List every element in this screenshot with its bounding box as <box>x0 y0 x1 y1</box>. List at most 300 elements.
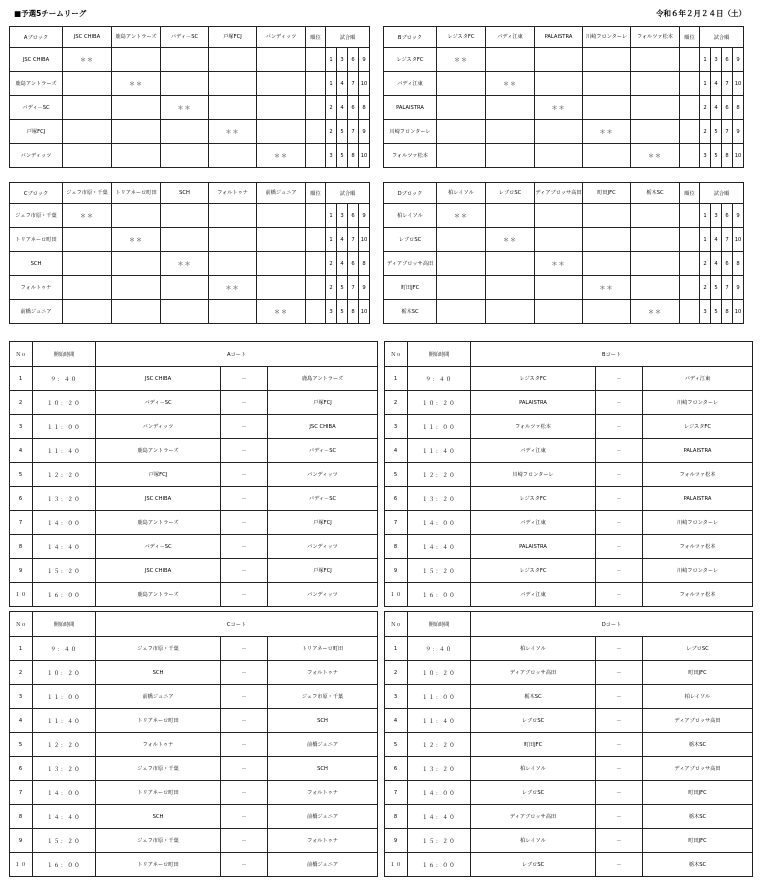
away-team: 前橋ジュニア <box>268 805 378 829</box>
match-time: １６：００ <box>408 853 471 877</box>
result-cell <box>161 72 209 96</box>
match-order-cell: 2 <box>326 252 337 276</box>
versus-dash: － <box>596 733 643 757</box>
result-cell <box>583 144 631 168</box>
match-order-cell: 3 <box>711 204 722 228</box>
match-time: １１：００ <box>33 415 96 439</box>
league-row <box>10 72 370 96</box>
match-order-cell: 8 <box>348 144 359 168</box>
team-row-header: レジスタFC <box>384 48 437 72</box>
match-no: 5 <box>10 733 33 757</box>
away-team: フォルツァ松本 <box>643 463 753 487</box>
league-row <box>384 96 744 120</box>
match-order-cell: 2 <box>700 276 711 300</box>
home-team: レブロSC <box>471 853 596 877</box>
away-team: 戸塚FCJ <box>268 511 378 535</box>
team-row-header: レブロSC <box>384 228 437 252</box>
match-no: 6 <box>385 487 408 511</box>
match-no: １０ <box>10 583 33 607</box>
match-time: １４：００ <box>33 781 96 805</box>
home-team: JSC CHIBA <box>96 367 221 391</box>
match-time: １６：００ <box>33 583 96 607</box>
match-order-cell: 9 <box>359 276 370 300</box>
match-order-cell: 9 <box>359 204 370 228</box>
self-match-mark: ＊＊ <box>631 300 680 324</box>
result-cell <box>437 228 486 252</box>
match-no: 5 <box>385 733 408 757</box>
match-row <box>385 583 753 607</box>
match-row <box>385 463 753 487</box>
team-row-header: SCH <box>10 252 63 276</box>
match-row <box>385 829 753 853</box>
schedule-header-row <box>10 342 378 367</box>
match-no: 9 <box>10 829 33 853</box>
home-team: レジスタFC <box>471 367 596 391</box>
match-order-cell: 4 <box>337 72 348 96</box>
home-team: 川崎フロンターレ <box>471 463 596 487</box>
team-column-header: フォルトゥナ <box>209 183 257 204</box>
result-cell <box>257 96 306 120</box>
versus-dash: － <box>221 463 268 487</box>
match-row <box>10 853 378 877</box>
away-team: フォルトゥナ <box>268 829 378 853</box>
result-cell <box>63 96 112 120</box>
match-no: １０ <box>385 853 408 877</box>
team-column-header: フォルツァ松本 <box>631 27 680 48</box>
away-team: JSC CHIBA <box>268 415 378 439</box>
match-row <box>10 559 378 583</box>
rank-cell <box>306 144 326 168</box>
home-team: 栃木SC <box>471 685 596 709</box>
team-row-header: 前橋ジュニア <box>10 300 63 324</box>
rank-cell <box>306 48 326 72</box>
home-team: フォルトゥナ <box>96 733 221 757</box>
result-cell <box>583 228 631 252</box>
team-column-header: バンディッツ <box>257 27 306 48</box>
match-order-cell: 2 <box>700 120 711 144</box>
start-time-header: 開始時間 <box>408 612 471 637</box>
match-order-cell: 5 <box>337 120 348 144</box>
match-order-cell: 2 <box>700 252 711 276</box>
match-time: １１：４０ <box>408 709 471 733</box>
match-no: 1 <box>385 367 408 391</box>
team-column-header: 戸塚FCJ <box>209 27 257 48</box>
team-row-header: バンディッツ <box>10 144 63 168</box>
match-row <box>385 637 753 661</box>
court-name: Bコート <box>471 342 753 367</box>
versus-dash: － <box>221 829 268 853</box>
match-no: 7 <box>10 511 33 535</box>
match-order-cell: 1 <box>700 48 711 72</box>
match-order-cell: 9 <box>733 204 744 228</box>
match-row <box>385 757 753 781</box>
result-cell <box>209 204 257 228</box>
home-team: PALAISTRA <box>471 391 596 415</box>
versus-dash: － <box>221 661 268 685</box>
result-cell <box>631 252 680 276</box>
versus-dash: － <box>596 829 643 853</box>
match-order-cell: 10 <box>359 300 370 324</box>
team-row-header: JSC CHIBA <box>10 48 63 72</box>
result-cell <box>583 300 631 324</box>
versus-dash: － <box>596 391 643 415</box>
match-order-cell: 4 <box>337 228 348 252</box>
match-no: 4 <box>385 709 408 733</box>
away-team: 前橋ジュニア <box>268 853 378 877</box>
versus-dash: － <box>596 511 643 535</box>
league-row <box>384 120 744 144</box>
match-order-cell: 8 <box>359 96 370 120</box>
match-time: １４：００ <box>33 511 96 535</box>
home-team: PALAISTRA <box>471 535 596 559</box>
match-no: 2 <box>385 391 408 415</box>
self-match-mark: ＊＊ <box>535 252 583 276</box>
match-row <box>10 415 378 439</box>
match-order-cell: 2 <box>326 276 337 300</box>
match-time: １２：２０ <box>33 463 96 487</box>
match-time: １０：２０ <box>33 391 96 415</box>
match-row <box>10 781 378 805</box>
league-row <box>10 144 370 168</box>
away-team: バンディッツ <box>268 463 378 487</box>
match-order-cell: 7 <box>348 276 359 300</box>
home-team: レブロSC <box>471 781 596 805</box>
versus-dash: － <box>221 559 268 583</box>
rank-cell <box>680 228 700 252</box>
match-row <box>10 685 378 709</box>
match-order-cell: 1 <box>700 228 711 252</box>
versus-dash: － <box>596 757 643 781</box>
team-row-header: ジェフ市原・千葉 <box>10 204 63 228</box>
result-cell <box>63 72 112 96</box>
match-row <box>385 367 753 391</box>
match-no: 6 <box>10 487 33 511</box>
match-order-cell: 10 <box>733 144 744 168</box>
match-order-cell: 1 <box>700 72 711 96</box>
match-order-cell: 3 <box>700 300 711 324</box>
self-match-mark: ＊＊ <box>437 204 486 228</box>
team-column-header: バディ江東 <box>486 27 535 48</box>
away-team: 戸塚FCJ <box>268 391 378 415</box>
result-cell <box>161 144 209 168</box>
away-team: 戸塚FCJ <box>268 559 378 583</box>
home-team: JSC CHIBA <box>96 487 221 511</box>
team-column-header: PALAISTRA <box>535 27 583 48</box>
match-order-cell: 5 <box>711 120 722 144</box>
self-match-mark: ＊＊ <box>257 144 306 168</box>
match-time: １５：２０ <box>33 829 96 853</box>
result-cell <box>209 96 257 120</box>
away-team: 栃木SC <box>643 805 753 829</box>
match-order-cell: 3 <box>326 144 337 168</box>
versus-dash: － <box>221 805 268 829</box>
match-order-cell: 3 <box>337 204 348 228</box>
home-team: 鹿島アントラーズ <box>96 583 221 607</box>
match-no: 6 <box>10 757 33 781</box>
versus-dash: － <box>221 535 268 559</box>
versus-dash: － <box>221 709 268 733</box>
match-order-cell: 4 <box>711 96 722 120</box>
match-row <box>385 559 753 583</box>
rank-cell <box>680 96 700 120</box>
result-cell <box>63 252 112 276</box>
match-order-cell: 8 <box>722 144 733 168</box>
result-cell <box>437 252 486 276</box>
self-match-mark: ＊＊ <box>257 300 306 324</box>
rank-cell <box>680 300 700 324</box>
match-no: １０ <box>10 853 33 877</box>
result-cell <box>631 72 680 96</box>
match-order-cell: 7 <box>722 276 733 300</box>
match-order-cell: 4 <box>337 252 348 276</box>
result-cell <box>209 252 257 276</box>
league-header-row <box>384 27 744 48</box>
away-team: バディ江東 <box>643 367 753 391</box>
versus-dash: － <box>221 853 268 877</box>
match-time: １４：４０ <box>33 535 96 559</box>
match-order-cell: 5 <box>337 300 348 324</box>
match-order-cell: 1 <box>700 204 711 228</box>
match-order-cell: 9 <box>359 48 370 72</box>
result-cell <box>63 120 112 144</box>
versus-dash: － <box>596 583 643 607</box>
versus-dash: － <box>596 637 643 661</box>
result-cell <box>161 48 209 72</box>
rank-cell <box>680 72 700 96</box>
schedule-header-row <box>10 612 378 637</box>
match-no: 9 <box>385 559 408 583</box>
court-schedule-table <box>384 341 753 607</box>
team-column-header: 前橋ジュニア <box>257 183 306 204</box>
match-no: 4 <box>10 439 33 463</box>
league-row <box>10 48 370 72</box>
versus-dash: － <box>221 781 268 805</box>
match-row <box>10 757 378 781</box>
match-order-cell: 10 <box>359 228 370 252</box>
result-cell <box>257 72 306 96</box>
rank-cell <box>680 120 700 144</box>
result-cell <box>63 228 112 252</box>
home-team: トリアネーロ町田 <box>96 709 221 733</box>
versus-dash: － <box>221 487 268 511</box>
home-team: バディ江東 <box>471 511 596 535</box>
home-team: トリアネーロ町田 <box>96 853 221 877</box>
match-order-cell: 7 <box>348 228 359 252</box>
self-match-mark: ＊＊ <box>112 72 161 96</box>
match-order-cell: 3 <box>711 48 722 72</box>
match-order-cell: 5 <box>711 300 722 324</box>
away-team: ディアブロッサ高田 <box>643 757 753 781</box>
self-match-mark: ＊＊ <box>486 72 535 96</box>
result-cell <box>112 144 161 168</box>
match-no: 8 <box>10 805 33 829</box>
match-order-cell: 1 <box>326 204 337 228</box>
rank-cell <box>680 144 700 168</box>
home-team: ディアブロッサ高田 <box>471 661 596 685</box>
match-time: １５：２０ <box>33 559 96 583</box>
team-row-header: バディ－SC <box>10 96 63 120</box>
self-match-mark: ＊＊ <box>535 96 583 120</box>
rank-header: 順位 <box>680 27 700 48</box>
match-no: 1 <box>10 367 33 391</box>
start-time-header: 開始時間 <box>33 342 96 367</box>
team-row-header: 川崎フロンターレ <box>384 120 437 144</box>
league-table <box>383 182 744 324</box>
versus-dash: － <box>221 637 268 661</box>
result-cell <box>161 204 209 228</box>
match-time: １１：００ <box>33 685 96 709</box>
match-row <box>385 535 753 559</box>
result-cell <box>583 48 631 72</box>
away-team: レジスタFC <box>643 415 753 439</box>
rank-header: 順位 <box>680 183 700 204</box>
match-time: １３：２０ <box>408 487 471 511</box>
away-team: 鹿島アントラーズ <box>268 367 378 391</box>
self-match-mark: ＊＊ <box>209 276 257 300</box>
league-row <box>384 228 744 252</box>
team-row-header: 柏レイソル <box>384 204 437 228</box>
match-time: １２：２０ <box>408 463 471 487</box>
away-team: 町田JFC <box>643 781 753 805</box>
rank-cell <box>306 276 326 300</box>
result-cell <box>535 72 583 96</box>
match-order-cell: 10 <box>733 300 744 324</box>
away-team: SCH <box>268 757 378 781</box>
home-team: SCH <box>96 661 221 685</box>
home-team: 町田JFC <box>471 733 596 757</box>
match-order-cell: 4 <box>711 72 722 96</box>
result-cell <box>535 276 583 300</box>
team-row-header: 鹿島アントラーズ <box>10 72 63 96</box>
match-order-cell: 4 <box>337 96 348 120</box>
match-order-cell: 7 <box>348 72 359 96</box>
team-column-header: JSC CHIBA <box>63 27 112 48</box>
match-no: 7 <box>385 781 408 805</box>
match-row <box>385 709 753 733</box>
versus-dash: － <box>596 463 643 487</box>
match-row <box>385 661 753 685</box>
versus-dash: － <box>221 391 268 415</box>
result-cell <box>209 228 257 252</box>
result-cell <box>535 228 583 252</box>
home-team: バディ－SC <box>96 535 221 559</box>
league-header-row <box>10 27 370 48</box>
result-cell <box>535 204 583 228</box>
match-order-cell: 1 <box>326 228 337 252</box>
team-row-header: 戸塚FCJ <box>10 120 63 144</box>
match-order-cell: 6 <box>348 252 359 276</box>
match-order-header: 試合順 <box>700 183 744 204</box>
away-team: 川崎フロンターレ <box>643 559 753 583</box>
versus-dash: － <box>596 709 643 733</box>
match-row <box>10 487 378 511</box>
match-no: 1 <box>385 637 408 661</box>
match-order-cell: 8 <box>722 300 733 324</box>
rank-cell <box>306 72 326 96</box>
match-no: 5 <box>10 463 33 487</box>
match-order-cell: 7 <box>722 120 733 144</box>
match-no: 2 <box>385 661 408 685</box>
versus-dash: － <box>596 535 643 559</box>
league-table <box>9 182 370 324</box>
match-order-cell: 6 <box>348 204 359 228</box>
match-row <box>385 391 753 415</box>
rank-header: 順位 <box>306 27 326 48</box>
team-row-header: ディアブロッサ高田 <box>384 252 437 276</box>
match-order-cell: 6 <box>348 96 359 120</box>
league-table <box>9 26 370 168</box>
rank-cell <box>306 96 326 120</box>
away-team: 町田JFC <box>643 661 753 685</box>
match-row <box>10 535 378 559</box>
match-no: 3 <box>385 415 408 439</box>
away-team: 栃木SC <box>643 733 753 757</box>
away-team: フォルツァ松本 <box>643 535 753 559</box>
team-row-header: PALAISTRA <box>384 96 437 120</box>
match-row <box>385 439 753 463</box>
no-header: Ｎｏ <box>10 342 33 367</box>
start-time-header: 開始時間 <box>408 342 471 367</box>
league-row <box>384 144 744 168</box>
result-cell <box>486 252 535 276</box>
home-team: SCH <box>96 805 221 829</box>
result-cell <box>486 48 535 72</box>
team-column-header: ディアブロッサ高田 <box>535 183 583 204</box>
away-team: レブロSC <box>643 637 753 661</box>
home-team: 柏レイソル <box>471 757 596 781</box>
match-row <box>385 685 753 709</box>
rank-cell <box>680 48 700 72</box>
home-team: バディ江東 <box>471 439 596 463</box>
versus-dash: － <box>596 487 643 511</box>
match-row <box>10 637 378 661</box>
league-row <box>384 300 744 324</box>
match-order-cell: 4 <box>711 252 722 276</box>
match-time: １１：００ <box>408 685 471 709</box>
team-column-header: レジスタFC <box>437 27 486 48</box>
self-match-mark: ＊＊ <box>63 48 112 72</box>
match-order-cell: 5 <box>711 276 722 300</box>
away-team: バディ－SC <box>268 439 378 463</box>
result-cell <box>112 252 161 276</box>
match-row <box>385 487 753 511</box>
result-cell <box>112 276 161 300</box>
away-team: SCH <box>268 709 378 733</box>
match-time: ９：４０ <box>408 637 471 661</box>
away-team: ジェフ市原・千葉 <box>268 685 378 709</box>
self-match-mark: ＊＊ <box>209 120 257 144</box>
league-table <box>383 26 744 168</box>
match-no: 9 <box>385 829 408 853</box>
team-row-header: 町田JFC <box>384 276 437 300</box>
result-cell <box>437 72 486 96</box>
match-order-cell: 3 <box>337 48 348 72</box>
versus-dash: － <box>221 367 268 391</box>
match-order-cell: 5 <box>337 276 348 300</box>
match-time: １１：００ <box>408 415 471 439</box>
league-header-row <box>10 183 370 204</box>
away-team: PALAISTRA <box>643 439 753 463</box>
match-no: 7 <box>10 781 33 805</box>
versus-dash: － <box>596 805 643 829</box>
team-column-header: ジェフ市原・千葉 <box>63 183 112 204</box>
away-team: 川崎フロンターレ <box>643 511 753 535</box>
away-team: バディ－SC <box>268 487 378 511</box>
court-schedule-table <box>9 611 378 877</box>
match-no: 5 <box>385 463 408 487</box>
match-row <box>10 709 378 733</box>
match-order-cell: 6 <box>722 252 733 276</box>
